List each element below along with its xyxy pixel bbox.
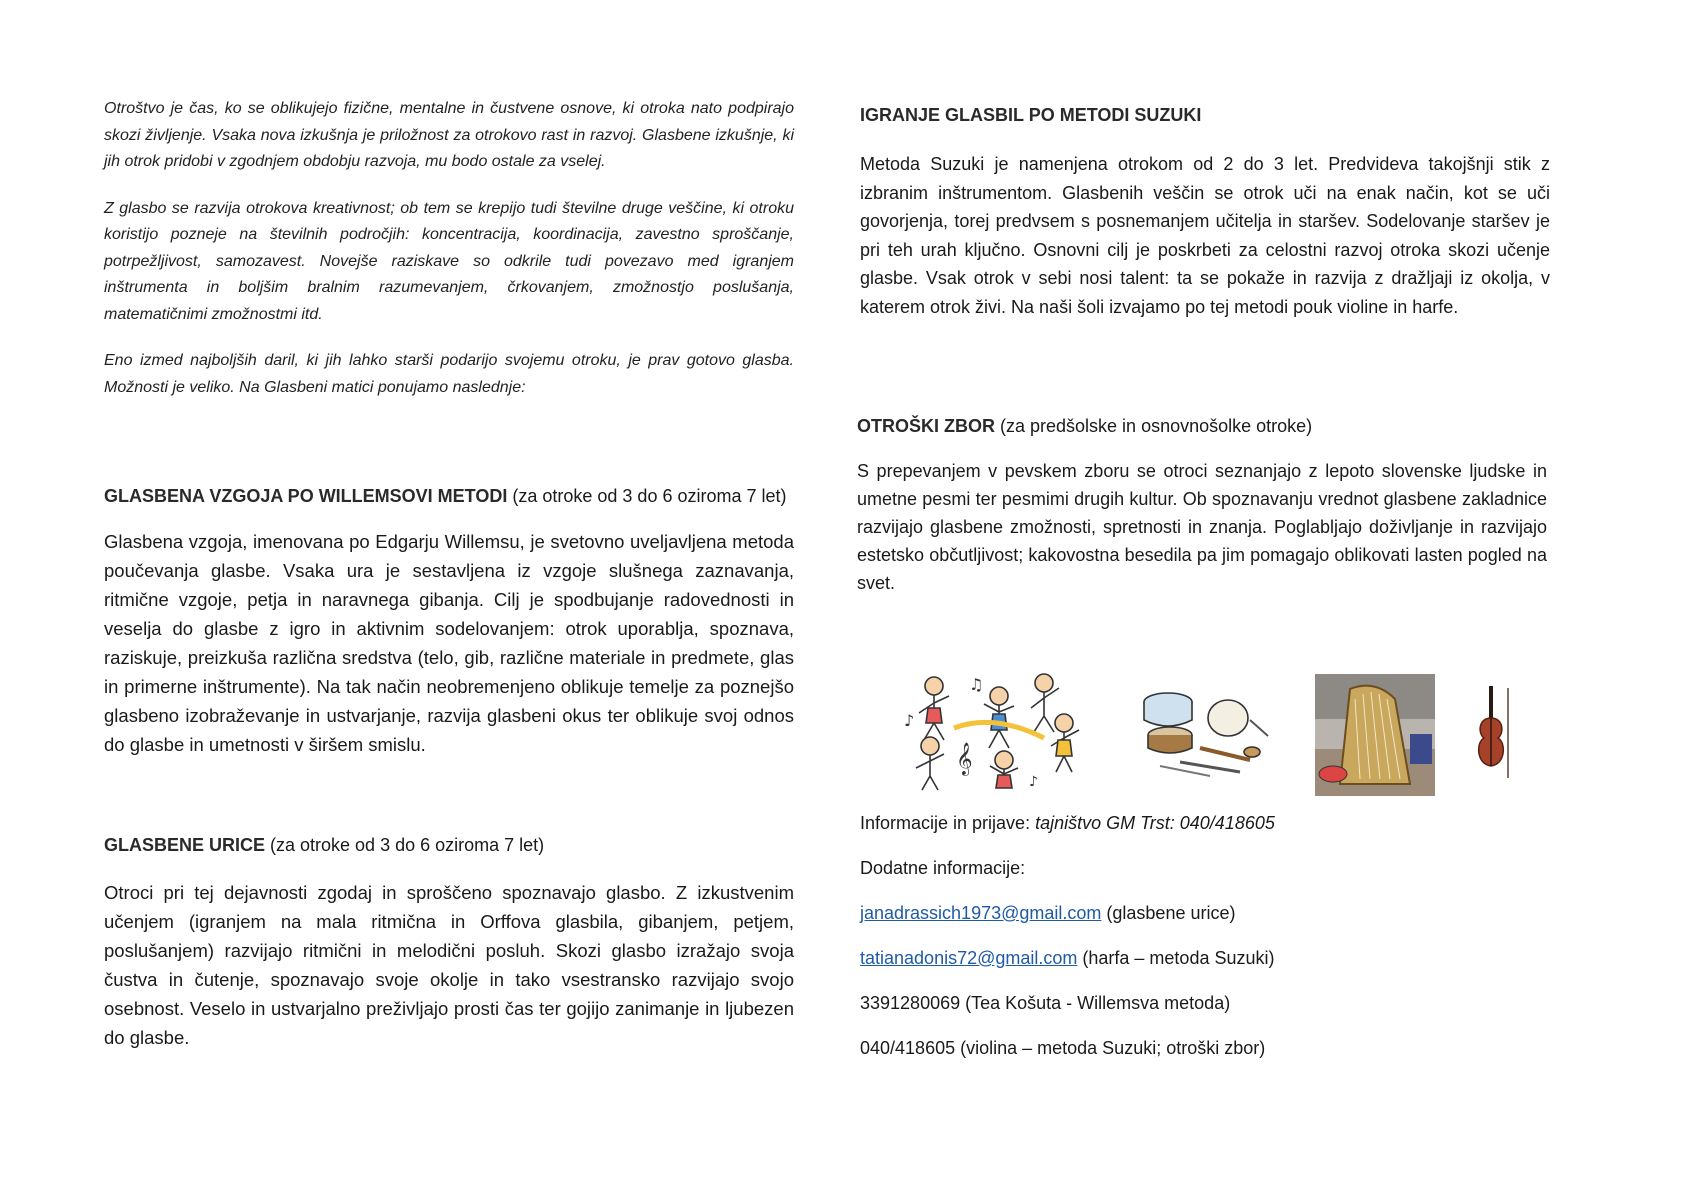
intro-paragraph-1: Otroštvo je čas, ko se oblikujejo fizične, mentalne in čustvene osnove, ki otroka nato podpirajo skozi življenje. Vsaka nova izkušnja je priložnost za otrokovo rast in razvoj. Glasbene izkušnje, ki jih otrok pridobi v zgodnjem obdobju razvoja, mu bodo ostale za vselej.	[104, 100, 794, 170]
willems-body: Glasbena vzgoja, imenovana po Edgarju Willemsu, je svetovno uveljavljena metoda poučevanja glasbe. Vsaka ura je sestavljena iz vzgoje slušnega zaznavanja, ritmične vzgoje, petja in naravnega gibanja. Cilj je spodbujanje radovednosti in veselja do glasbe z igro in aktivnim sodelovanjem: otrok uporablja, spoznava, raziskuje, preizkuša različna sredstva (telo, gib, različne materiale in predmete, glas in primerne inštrumente). Na tak način neobremenjeno oblikuje temelje za poznejšo glasbeno izobraževanje in ustvarjanje, razvija glasbeni okus ter oblikuje svoj odnos do glasbe in umetnosti v širšem smislu.	[104, 531, 794, 755]
willems-section	[104, 483, 794, 759]
intro-text	[104, 96, 794, 421]
dancing-children-illustration-icon	[894, 668, 1089, 793]
phone-line-1: 3391280069 (Tea Košuta - Willemsva metoda)	[860, 993, 1231, 1013]
svg-text:♪: ♪	[1029, 774, 1038, 790]
suzuki-heading: IGRANJE GLASBIL PO METODI SUZUKI	[860, 105, 1202, 125]
urice-body: Otroci pri tej dejavnosti zgodaj in sproščeno spoznavajo glasbo. Z izkustvenim učenjem (igranjem na mala ritmična in Orffova glasbila, gibanjem, petjem, poslušanjem) razvijajo ritmični in melodični posluh. Skozi glasbo izražajo svoja čustva in čutenje, spoznavajo svoje okolje in tako vsestransko razvijajo svojo osebnost. Veselo in ustvarjalno preživljajo prosti čas ter gojijo zanimanje in ljubezen do glasbe.	[104, 882, 794, 1048]
email-line-2: tatianadonis72@gmail.com (harfa – metoda Suzuki)	[860, 948, 1275, 968]
email-link-1[interactable]: janadrassich1973@gmail.com	[860, 903, 1102, 923]
phone-line-2: 040/418605 (violina – metoda Suzuki; otroški zbor)	[860, 1038, 1266, 1058]
svg-text:𝄞: 𝄞	[956, 742, 973, 775]
willems-heading: GLASBENA VZGOJA PO WILLEMSOVI METODI (za otroke od 3 do 6 oziroma 7 let)	[104, 486, 787, 506]
suzuki-body: Metoda Suzuki je namenjena otrokom od 2 do 3 let. Predvideva takojšnji stik z izbranim inštrumentom. Glasbenih veščin se otrok uči na enak način, kot se uči govorjenja, torej predvsem s posnemanjem učitelja in staršev. Sodelovanje staršev je pri teh urah ključno. Osnovni cilj je poskrbeti za celostni razvoj otroka skozi učenje glasbe. Vsak otrok v sebi nosi talent: ta se pokaže in razvija z dražljaji iz okolja, v katerem otrok živi. Na naši šoli izvajamo po tej metodi pouk violine in harfe.	[860, 154, 1550, 317]
svg-text:♫: ♫	[969, 675, 984, 694]
email-link-2[interactable]: tatianadonis72@gmail.com	[860, 948, 1078, 968]
extra-info-label: Dodatne informacije:	[860, 858, 1026, 878]
contact-info	[860, 810, 1550, 1080]
email-line-1: janadrassich1973@gmail.com (glasbene urice)	[860, 903, 1236, 923]
orff-percussion-instruments-icon	[1140, 680, 1275, 780]
zbor-heading: OTROŠKI ZBOR (za predšolske in osnovnošolke otroke)	[857, 416, 1313, 436]
intro-paragraph-3: Eno izmed najboljših daril, ki jih lahko starši podarijo svojemu otroku, je prav gotovo glasba. Možnosti je veliko. Na Glasbeni matici ponujamo naslednje:	[104, 352, 794, 396]
intro-paragraph-2: Z glasbo se razvija otrokova kreativnost; ob tem se krepijo tudi številne druge veščine, ki otroku koristijo pozneje na številnih področjih: koncentracija, koordinacija, zavestno sproščanje, potrpežljivost, samozavest. Novejše raziskave so odkrile tudi povezavo med igranjem inštrumenta in boljšim bralnim razumevanjem, črkovanjem, zmožnostjo poslušanja, matematičnimi zmožnostmi itd.	[104, 199, 794, 323]
violin-photo-icon	[1470, 686, 1512, 781]
harp-photo-icon	[1315, 674, 1435, 796]
zbor-body: S prepevanjem v pevskem zboru se otroci seznanjajo z lepoto slovenske ljudske in umetne pesmi ter pesmimi drugih kultur. Ob spoznavanju vrednot glasbene zakladnice razvijajo glasbene zmožnosti, spretnosti in znanja. Poglabljajo doživljanje in razvijajo estetsko občutljivost; kakovostna besedila pa jim pomagajo oblikovati lasten pogled na svet.	[857, 461, 1547, 593]
urice-heading: GLASBENE URICE (za otroke od 3 do 6 oziroma 7 let)	[104, 835, 545, 855]
info-line: Informacije in prijave: tajništvo GM Trst: 040/418605	[860, 813, 1275, 833]
urice-section	[104, 832, 794, 1052]
suzuki-section	[860, 102, 1550, 321]
illustrations-row	[860, 668, 1550, 798]
svg-text:♪: ♪	[904, 711, 915, 730]
zbor-section	[857, 413, 1547, 597]
